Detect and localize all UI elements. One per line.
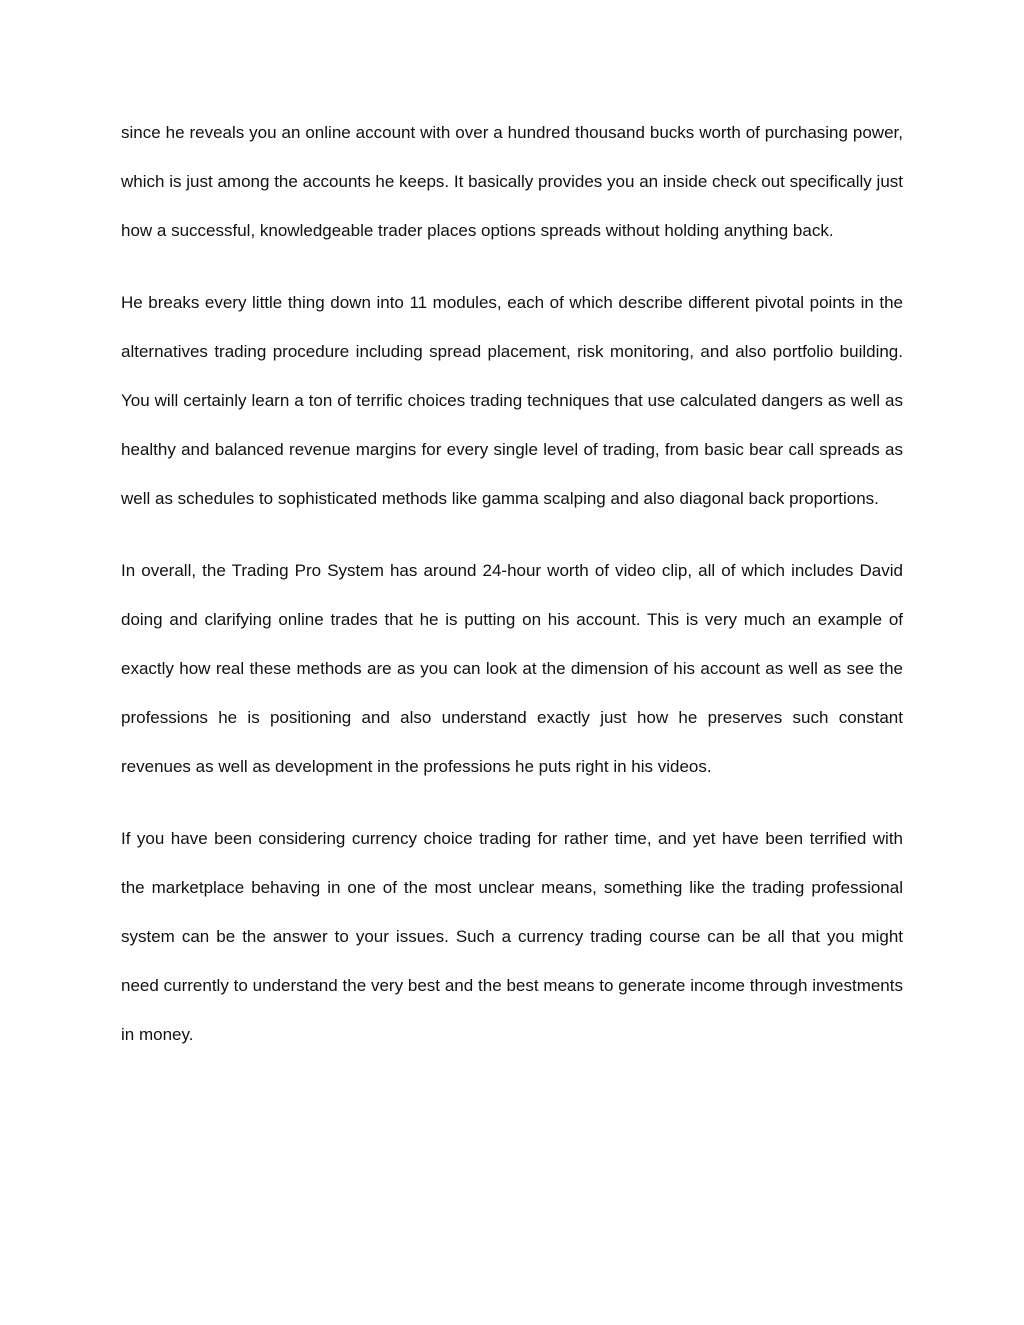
paragraph-2: He breaks every little thing down into 11 modules, each of which describe different pivotal points in the alternatives trading procedure including spread placement, risk monitoring, and also portfolio building. You will certainly learn a ton of terrific choices trading techniques that use calculated dangers as well as healthy and balanced revenue margins for every single level of trading, from basic bear call spreads as well as schedules to sophisticated methods like gamma scalping and also diagonal back proportions. [121,293,903,508]
document-body [121,108,903,1082]
paragraph-3: In overall, the Trading Pro System has around 24-hour worth of video clip, all of which includes David doing and clarifying online trades that he is putting on his account. This is very much an example of exactly how real these methods are as you can look at the dimension of his account as well as see the professions he is positioning and also understand exactly just how he preserves such constant revenues as well as development in the professions he puts right in his videos. [121,561,903,776]
paragraph-1: since he reveals you an online account with over a hundred thousand bucks worth of purchasing power, which is just among the accounts he keeps. It basically provides you an inside check out specifically just how a successful, knowledgeable trader places options spreads without holding anything back. [121,123,903,240]
paragraph-4: If you have been considering currency choice trading for rather time, and yet have been terrified with the marketplace behaving in one of the most unclear means, something like the trading professional system can be the answer to your issues. Such a currency trading course can be all that you might need currently to understand the very best and the best means to generate income through investments in money. [121,829,903,1044]
